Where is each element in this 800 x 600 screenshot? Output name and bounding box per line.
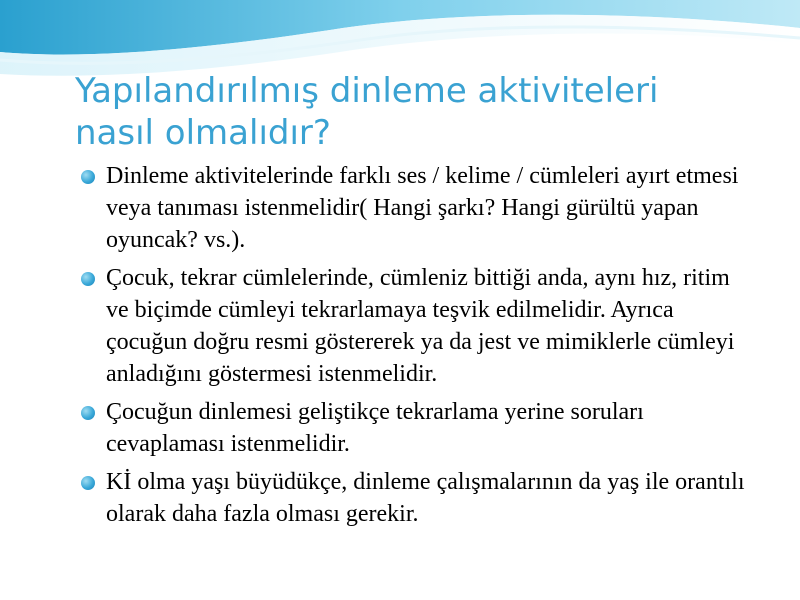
bullet-item xyxy=(78,160,758,256)
bullet-item xyxy=(78,262,758,390)
bullet-dot-icon xyxy=(81,272,95,286)
bullet-dot-icon xyxy=(81,476,95,490)
bullet-text: Çocuk, tekrar cümlelerinde, cümleniz bittiği anda, aynı hız, ritim ve biçimde cümleyi tekrarlamaya teşvik edilmelidir. Ayrıca çocuğun doğru resmi göstererek ya da jest ve mimiklerle cümleyi anladığını göstermesi istenmelidir. xyxy=(106,265,735,387)
slide-title-line-1: Yapılandırılmış dinleme aktiviteleri xyxy=(75,71,659,111)
bullet-list xyxy=(78,160,758,536)
slide-title-line-2: nasıl olmalıdır? xyxy=(75,113,331,153)
bullet-item xyxy=(78,466,758,530)
bullet-item xyxy=(78,396,758,460)
bullet-text: Dinleme aktivitelerinde farklı ses / kelime / cümleleri ayırt etmesi veya tanıması istenmelidir( Hangi şarkı? Hangi gürültü yapan oyuncak? vs.). xyxy=(106,163,739,253)
bullet-dot-icon xyxy=(81,170,95,184)
bullet-text: Kİ olma yaşı büyüdükçe, dinleme çalışmalarının da yaş ile orantılı olarak daha fazla olması gerekir. xyxy=(106,469,745,527)
bullet-text: Çocuğun dinlemesi geliştikçe tekrarlama yerine soruları cevaplaması istenmelidir. xyxy=(106,399,644,457)
bullet-dot-icon xyxy=(81,406,95,420)
slide-title xyxy=(75,70,775,154)
